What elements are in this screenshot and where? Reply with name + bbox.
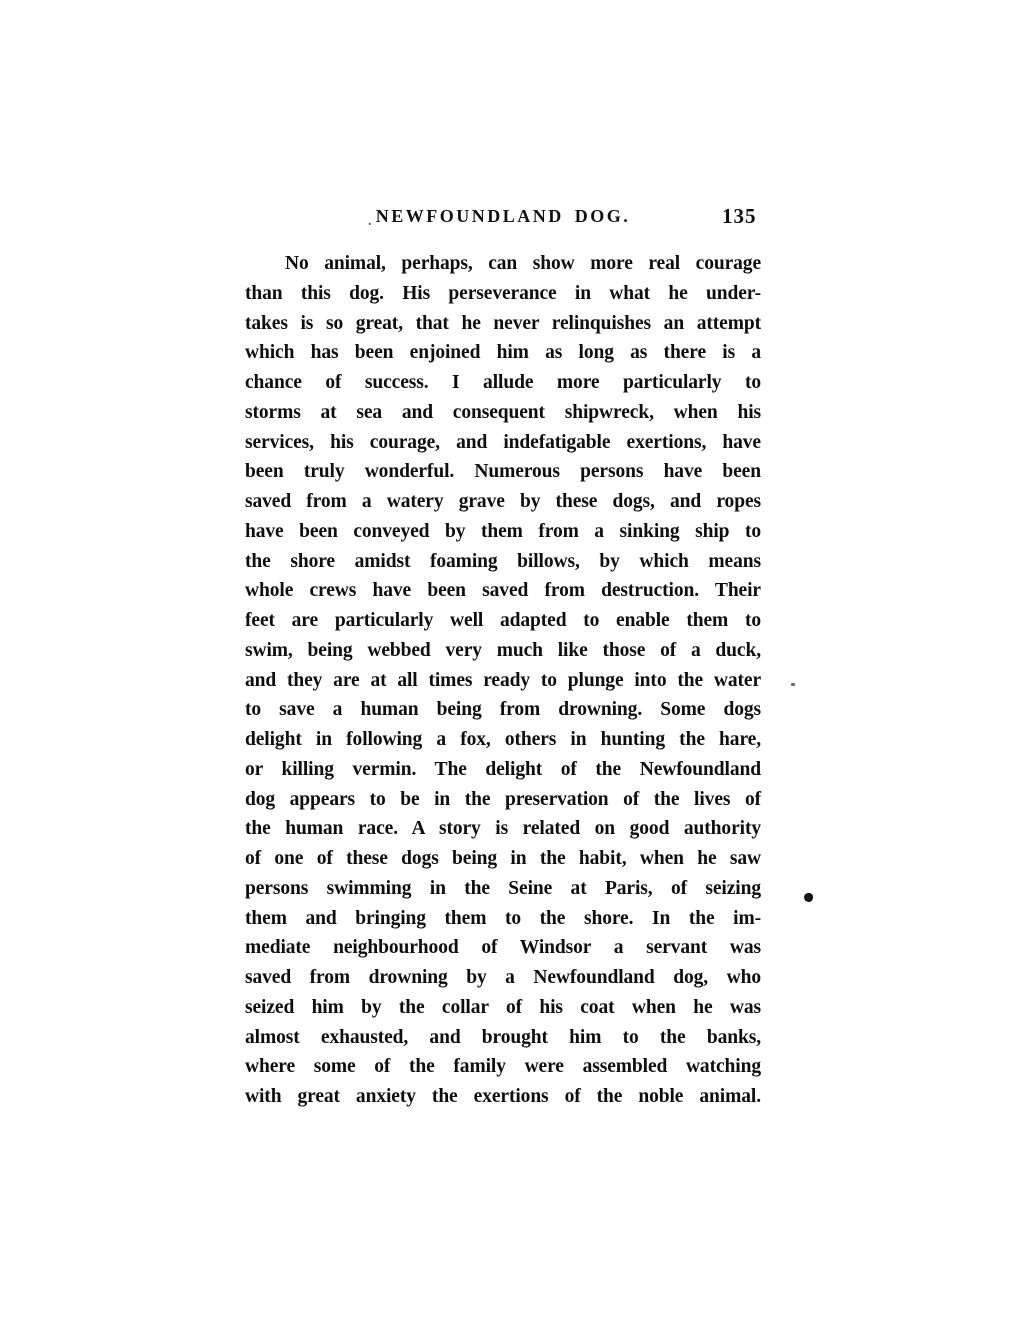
text-line: where some of the family were assembled watching — [245, 1056, 761, 1078]
text-line: the shore amidst foaming billows, by which means — [245, 550, 761, 572]
text-line: saved from a watery grave by these dogs, and ropes — [245, 491, 761, 512]
text-line: whole crews have been saved from destruction. Their — [245, 580, 761, 602]
text-line: mediate neighbourhood of Windsor a servant was — [245, 937, 761, 959]
text-line: delight in following a fox, others in hunting the hare, — [245, 729, 761, 750]
text-line: of one of these dogs being in the habit, when he saw — [245, 848, 761, 869]
text-line: than this dog. His perseverance in what he under- — [245, 282, 761, 304]
text-line: persons swimming in the Seine at Paris, of seizing — [245, 877, 761, 899]
text-line: chance of success. I allude more particularly to — [245, 372, 761, 393]
text-line: or killing vermin. The delight of the Newfoundland — [245, 758, 761, 780]
scan-speck-icon — [791, 683, 795, 686]
text-line: saved from drowning by a Newfoundland dog, who — [245, 967, 761, 988]
text-line: seized him by the collar of his coat when he was — [245, 996, 761, 1018]
text-line: the human race. A story is related on good authority — [245, 818, 761, 840]
text-line: storms at sea and consequent shipwreck, when his — [245, 401, 761, 423]
text-line: and they are at all times ready to plunge into the water — [245, 669, 761, 691]
text-line: swim, being webbed very much like those of a duck, — [245, 639, 761, 661]
text-line: which has been enjoined him as long as there is a — [245, 342, 761, 364]
text-line: feet are particularly well adapted to enable them to — [245, 610, 761, 631]
text-line: takes is so great, that he never relinquishes an attempt — [245, 312, 761, 334]
text-line: almost exhausted, and brought him to the banks, — [245, 1026, 761, 1048]
text-line: services, his courage, and indefatigable exertions, have — [245, 431, 761, 453]
header-speck: . — [368, 214, 372, 229]
text-line: to save a human being from drowning. Some dogs — [245, 699, 761, 721]
text-line: have been conveyed by them from a sinking ship to — [245, 520, 761, 542]
text-line: dog appears to be in the preservation of the lives of — [245, 788, 761, 810]
text-line: No animal, perhaps, can show more real courage — [285, 253, 761, 274]
text-line: been truly wonderful. Numerous persons have been — [245, 461, 761, 483]
body-text — [245, 249, 761, 1112]
running-title: NEWFOUNDLAND DOG. — [375, 206, 631, 226]
page-number: 135 — [722, 204, 757, 228]
text-line: them and bringing them to the shore. In the im- — [245, 907, 761, 929]
page-header — [245, 206, 761, 236]
scan-speck-icon — [804, 893, 813, 902]
text-line: with great anxiety the exertions of the noble animal. — [245, 1086, 761, 1107]
